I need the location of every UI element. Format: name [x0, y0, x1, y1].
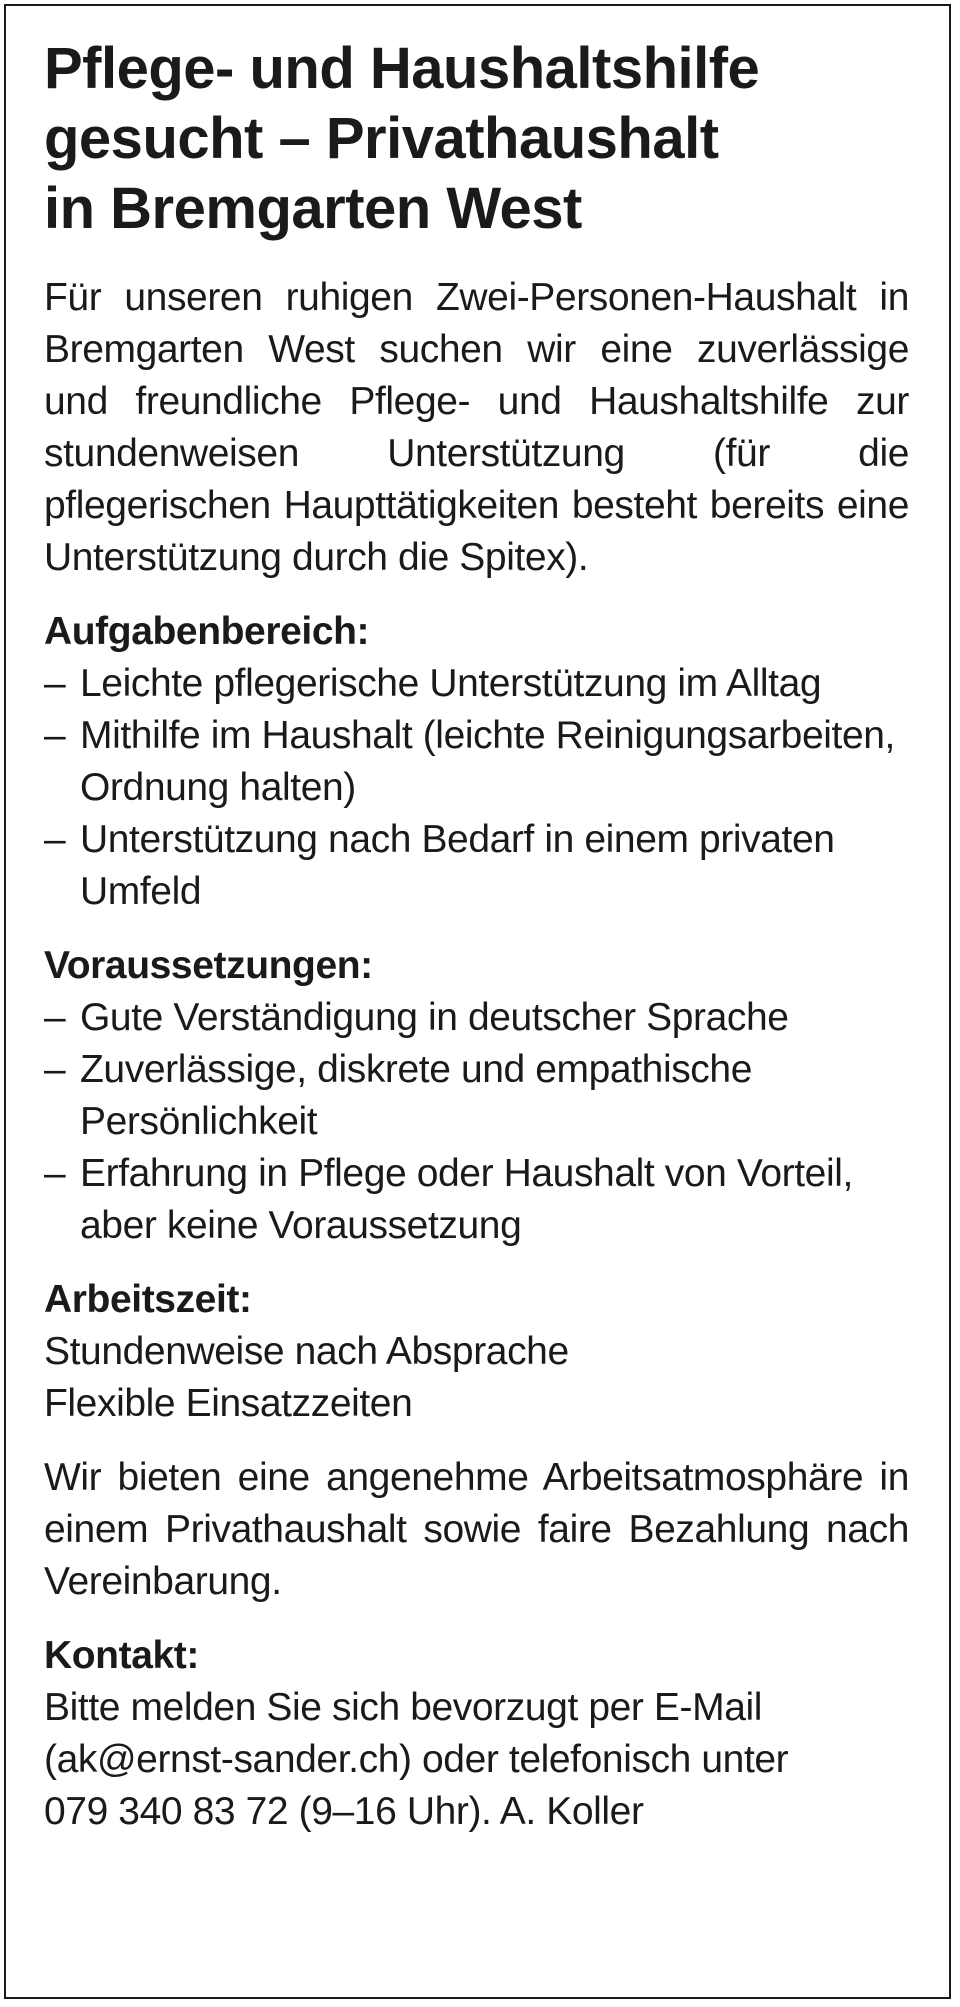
dash-bullet: –	[44, 714, 66, 757]
title-line: gesucht – Privathaushalt	[44, 106, 719, 171]
dash-bullet: –	[44, 996, 66, 1039]
ad-title	[44, 34, 909, 244]
list-item	[44, 710, 909, 814]
intro-paragraph: Für unseren ruhigen Zwei-Personen-Haushalt in Bremgarten West suchen wir eine zuverlässige und freundliche Pflege- und Haushaltshilfe zur stundenweisen Unterstützung (für die pflegerischen Haupttätigkeiten besteht bereits eine Unterstützung durch die Spitex).	[44, 276, 909, 579]
list-item-text: Zuverlässige, diskrete und empathische Persönlichkeit	[80, 1048, 752, 1143]
arbeitszeit-block	[44, 1326, 909, 1430]
arbeitszeit-line: Stundenweise nach Absprache	[44, 1330, 569, 1373]
section-heading-aufgaben: Aufgabenbereich:	[44, 610, 370, 653]
list-item	[44, 1044, 909, 1148]
list-item-text: Mithilfe im Haushalt (leichte Reinigungsarbeiten, Ordnung halten)	[80, 714, 895, 809]
kontakt-line: Bitte melden Sie sich bevorzugt per E-Mail	[44, 1686, 763, 1729]
list-item-text: Leichte pflegerische Unterstützung im Alltag	[80, 662, 822, 705]
job-advertisement	[4, 4, 951, 1999]
arbeitszeit-line: Flexible Einsatzzeiten	[44, 1382, 413, 1425]
list-item	[44, 814, 909, 918]
list-item-text: Unterstützung nach Bedarf in einem privaten Umfeld	[80, 818, 835, 913]
dash-bullet: –	[44, 662, 66, 705]
list-item	[44, 992, 909, 1044]
voraussetzungen-list	[44, 992, 909, 1252]
list-item-text: Erfahrung in Pflege oder Haushalt von Vorteil, aber keine Voraussetzung	[80, 1152, 853, 1247]
list-item	[44, 658, 909, 710]
title-line: Pflege- und Haushaltshilfe	[44, 36, 760, 101]
aufgaben-list	[44, 658, 909, 918]
kontakt-line: (ak@ernst-sander.ch) oder telefonisch unter	[44, 1738, 789, 1781]
list-item	[44, 1148, 909, 1252]
kontakt-block	[44, 1682, 909, 1838]
section-heading-arbeitszeit: Arbeitszeit:	[44, 1278, 252, 1321]
dash-bullet: –	[44, 818, 66, 861]
title-line: in Bremgarten West	[44, 176, 582, 241]
section-heading-kontakt: Kontakt:	[44, 1634, 199, 1677]
offer-paragraph: Wir bieten eine angenehme Arbeitsatmosphäre in einem Privathaushalt sowie faire Bezahlung nach Vereinbarung.	[44, 1456, 909, 1603]
kontakt-line: 079 340 83 72 (9–16 Uhr). A. Koller	[44, 1790, 644, 1833]
dash-bullet: –	[44, 1152, 66, 1195]
list-item-text: Gute Verständigung in deutscher Sprache	[80, 996, 789, 1039]
dash-bullet: –	[44, 1048, 66, 1091]
section-heading-voraussetzungen: Voraussetzungen:	[44, 944, 373, 987]
